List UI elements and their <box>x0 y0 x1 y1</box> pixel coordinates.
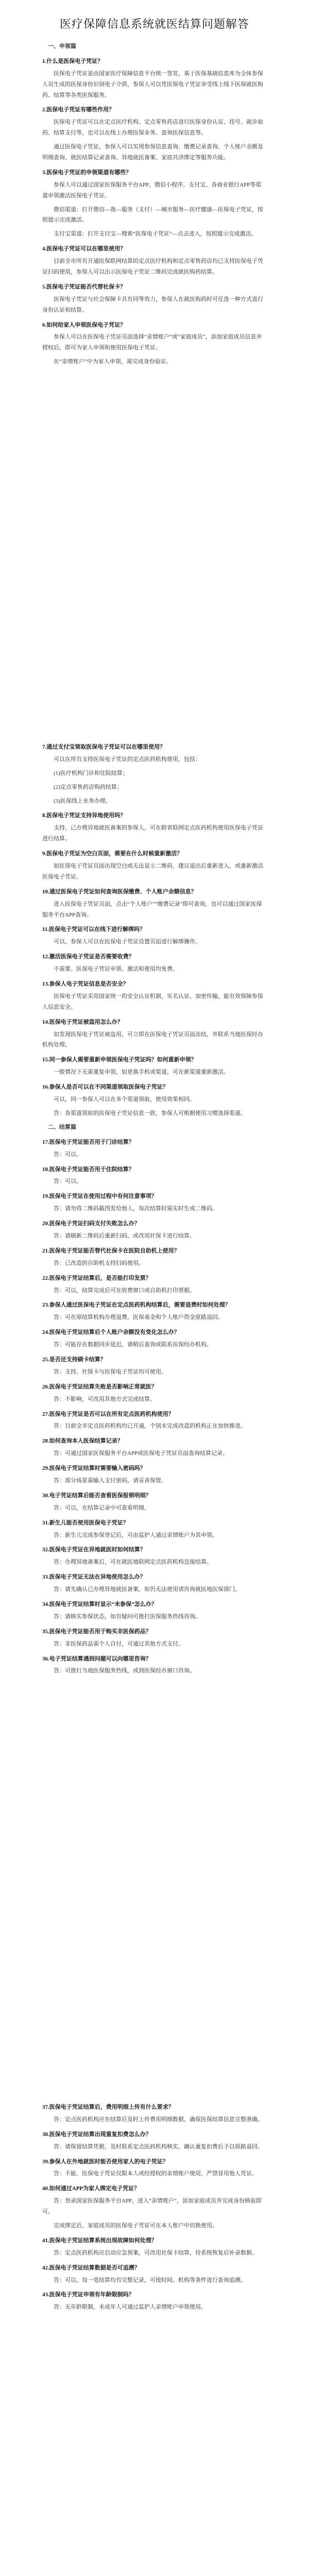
faq-question: 7.通过支付宝领取医保电子凭证可以在哪里使用？ <box>42 744 166 750</box>
faq-question: 37.医保电子凭证结算后，费用明细上传有什么要求？ <box>42 2104 174 2110</box>
faq-paragraph: (2)定点零售药店购药结算； <box>54 784 123 790</box>
faq-paragraph: 支持。已办理异地就医备案的参保人，可在跨省联网定点医药机构使用医保电子凭证进行结算。 <box>42 825 263 842</box>
page-title: 医疗保障信息系统就医结算问题解答 <box>59 18 249 30</box>
faq-paragraph: 答：可能存在数据同步延迟，请稍后查询或联系医保经办机构。 <box>54 1342 212 1348</box>
faq-question: 40.如何通过APP为家人绑定电子凭证？ <box>42 2185 140 2192</box>
faq-paragraph: 答：可以。 <box>54 1178 82 1185</box>
faq-question: 8.医保电子凭证支持异地使用吗？ <box>42 812 126 819</box>
faq-paragraph: 如发现医保电子凭证被盗用，可立即在医保电子凭证页面冻结，并联系当地医保经办机构处理。 <box>42 1031 263 1048</box>
faq-question: 23.参保人通过医保电子凭证在定点医药机构结算后，需要退费时如何处理？ <box>42 1302 231 1309</box>
faq-question: 12.激活医保电子凭证是否需要收费？ <box>42 954 134 960</box>
faq-question: 32.医保电子凭证在异地就医时如何结算？ <box>42 1547 146 1553</box>
faq-paragraph: 答：可以，结算完成后可在收费窗口或自助机打印票据。 <box>54 1287 195 1294</box>
faq-paragraph: 答：非医保药品需个人自付，可通过其他方式支付。 <box>54 1640 184 1647</box>
faq-paragraph: 在“亲情账户”中为家人申领，需完成身份验证。 <box>54 359 172 365</box>
faq-paragraph: 支付宝渠道：打开支付宝—搜索“医保电子凭证”—点击进入，按照提示完成激活。 <box>54 231 257 238</box>
faq-paragraph: 进入医保电子凭证页面，点击“个人账户”“缴费记录”即可查询，也可以通过国家医保服务平台APP查询。 <box>42 901 262 918</box>
faq-paragraph: 答：新生儿完成参保登记后，可由监护人通过亲情账户为其申领。 <box>54 1532 218 1538</box>
faq-paragraph: 答：请勿将二维码截图发给他人，每次结算时需实时生成二维码。 <box>54 1206 218 1212</box>
faq-question: 35.医保电子凭证能否用于购买非医保药品？ <box>42 1628 151 1635</box>
faq-paragraph: 答：无年龄限制，未成年人可通过监护人亲情账户申领使用。 <box>54 2304 207 2311</box>
faq-paragraph: 答：请保留结算凭据，及时联系定点医药机构核实，确认重复扣费后予以原路退回。 <box>54 2143 263 2150</box>
faq-paragraph: 可以。参保人可以在医保电子凭证设置页面进行解绑操作。 <box>54 939 201 945</box>
section-heading: 一、申领篇 <box>48 43 76 49</box>
faq-question: 18.医保电子凭证能否用于住院结算？ <box>42 1166 134 1173</box>
faq-paragraph: 参保人可以在医保电子凭证页面选择“亲情账户”或“家庭成员”，添加家庭成员信息并授权后，即可为家人申领和使用医保电子凭证。 <box>42 334 262 351</box>
faq-question: 15.同一参保人需要重新申领医保电子凭证吗？如何重新申领？ <box>42 1057 197 1063</box>
faq-question: 26.医保电子凭证结算失败是否影响正常就医？ <box>42 1383 157 1390</box>
faq-question: 14.医保电子凭证被盗用怎么办？ <box>42 1019 123 1025</box>
faq-question: 43.医保电子凭证申领有年龄限制吗？ <box>42 2292 134 2298</box>
faq-question: 39.参保人在外地就医时能否使用家人的电子凭证？ <box>42 2158 168 2165</box>
faq-question: 22.医保电子凭证结算后，是否能打印发票？ <box>42 1275 151 1281</box>
faq-question: 30.电子凭证结算后能否查看医保报销明细？ <box>42 1492 151 1499</box>
faq-paragraph: 医保电子凭证与社会保障卡具有同等效力，参保人在就医购药时可任选一种方式进行身份认证和结算。 <box>42 296 263 313</box>
faq-question: 2.医保电子凭证有哪些作用？ <box>42 107 115 113</box>
faq-question: 17.医保电子凭证能否用于门诊结算？ <box>42 1139 134 1145</box>
faq-question: 34.医保电子凭证结算时显示“未参保”怎么办？ <box>42 1601 157 1607</box>
faq-paragraph: 答：可以。每一笔结算均有完整记录，可按时间、机构等条件进行查询追溯。 <box>54 2277 246 2283</box>
faq-question: 20.医保电子凭证扫码支付失败怎么办？ <box>42 1221 140 1227</box>
faq-paragraph: 医保电子凭证采用国家统一的安全认证机制，实名认证、加密传输，能有效保障参保人信息安全。 <box>42 993 263 1010</box>
faq-paragraph: 答：不能。医保电子凭证仅限本人或经授权的亲情账户使用，严禁冒用他人凭证。 <box>54 2171 258 2177</box>
faq-paragraph: 答：支持。社保卡与医保电子凭证均可使用。 <box>54 1368 167 1375</box>
faq-question: 36.电子凭证结算遇到问题可以向哪里咨询？ <box>42 1655 151 1662</box>
faq-paragraph: 可以。同一参保人可以在多个渠道领取，使用效果相同。 <box>54 1096 195 1103</box>
faq-question: 31.新生儿能否使用医保电子凭证？ <box>42 1519 129 1526</box>
faq-paragraph: 医保电子凭证可以在定点医疗机构、定点零售药店进行医保身份认证、挂号、就诊取药、结算支付等，也可以在线上办理医保业务、查询医保信息等。 <box>42 119 263 137</box>
faq-question: 42.医保电子凭证结算数据是否可追溯？ <box>42 2264 140 2271</box>
faq-paragraph: 答：请先确认已办理异地就医备案，如仍无法使用请咨询就医地医保部门。 <box>54 1586 241 1593</box>
faq-paragraph: 一般情况下无需重复申领，如更换手机或渠道，可在新渠道重新激活。 <box>54 1069 229 1076</box>
faq-question: 24.医保电子凭证结算后个人账户余额没有变化怎么办？ <box>42 1329 180 1336</box>
faq-question: 4.医保电子凭证可以在哪里使用？ <box>42 246 126 252</box>
faq-question: 21.医保电子凭证能否替代社保卡在医院自助机上使用？ <box>42 1247 180 1254</box>
faq-question: 41.医保电子凭证结算系统出现故障如何处理？ <box>42 2237 157 2244</box>
faq-question: 10.通过医保电子凭证如何查询医保缴费、个人账户余额信息？ <box>42 888 197 895</box>
faq-paragraph: 答：不影响，可改用其他方式完成结算。 <box>54 1396 156 1402</box>
faq-paragraph: 答：请核实参保状态，如有疑问可拨打医保服务热线咨询。 <box>54 1613 201 1620</box>
faq-question: 6.如何给家人申领医保电子凭证？ <box>42 321 126 328</box>
section-heading: 二、结算篇 <box>48 1124 76 1130</box>
faq-paragraph: 答：已改造的自助机支持扫码使用。 <box>54 1260 144 1266</box>
faq-paragraph: 答：登录国家医保服务平台APP，进入“亲情账户”，添加家庭成员并完成身份核验即可。 <box>42 2198 262 2215</box>
faq-paragraph: 答：办理异地备案后，可在就医地联网定点医药机构直接结算。 <box>54 1559 212 1566</box>
faq-paragraph: 不需要。医保电子凭证申领、激活和使用均免费。 <box>54 966 178 973</box>
faq-question: 13.参保人电子凭证信息是否安全？ <box>42 981 129 988</box>
faq-paragraph: 答：可以，在结算记录中可查看明细。 <box>54 1504 150 1511</box>
faq-paragraph: 目前全市所有开通医保联网结算的定点医疗机构和定点零售药店均已支持医保电子凭证扫码使用，参保人可以出示医保电子凭证二维码完成就医购药结算。 <box>42 258 263 276</box>
faq-question: 5.医保电子凭证能否代替社保卡？ <box>42 283 126 290</box>
faq-section-settlement <box>42 738 267 1680</box>
faq-question: 25.是否还支持刷卡结算？ <box>42 1356 106 1363</box>
faq-paragraph: 答：部分场景需输入支付密码，请妥善保管。 <box>54 1477 167 1484</box>
faq-paragraph: 答：目前全市定点医药机构均已开通，个别未完成改造的机构正在加快推进。 <box>54 1423 246 1430</box>
faq-question: 38.医保电子凭证结算出现重复扣费怎么办？ <box>42 2131 151 2138</box>
faq-question: 9.医保电子凭证为空白页面，需要在什么时候重新激活？ <box>42 851 183 857</box>
faq-question: 1.什么是医保电子凭证？ <box>42 58 104 64</box>
faq-paragraph: 答：定点医药机构应在结算后及时上传费用明细数据，确保医保结算信息完整准确。 <box>54 2116 263 2123</box>
faq-section-application <box>42 38 267 370</box>
faq-section-supplement <box>42 2098 267 2316</box>
faq-question: 27.医保电子凭证是否可以在所有定点医药机构使用？ <box>42 1411 174 1417</box>
faq-paragraph: 参保人可以通过国家医保服务平台APP、微信小程序、支付宝、各商业银行APP等渠道申领激活医保电子凭证。 <box>42 181 262 199</box>
faq-paragraph: 可以在所有支持医保电子凭证的定点医药机构使用，包括： <box>54 756 201 762</box>
faq-paragraph: 答：可拨打当地医保服务热线，或到医保经办窗口咨询。 <box>54 1668 195 1674</box>
faq-question: 33.医保电子凭证无法在异地使用怎么办？ <box>42 1574 146 1581</box>
faq-paragraph: 完成绑定后，家庭成员的医保电子凭证可在本人账户中切换使用。 <box>54 2223 218 2229</box>
faq-question: 19.医保电子凭证在使用过程中有何注意事项？ <box>42 1193 157 1200</box>
faq-paragraph: (1)医疗机构门诊和住院结算； <box>54 770 128 776</box>
faq-paragraph: 答：可以。 <box>54 1151 82 1158</box>
faq-paragraph: (3)医保线上业务办理。 <box>54 798 111 804</box>
faq-question: 29.医保电子凭证结算时需要输入密码吗？ <box>42 1465 146 1472</box>
faq-paragraph: 答：可通过国家医保服务平台APP或医保电子凭证页面查询结算记录。 <box>54 1450 229 1457</box>
faq-paragraph: 医保电子凭证是由国家医疗保障信息平台统一签发，基于医保基础信息库为全体参保人员生成的医保身份识别电子介质，参保人可以凭医保电子凭证享受线上线下医保就医购药、结算等各类医保服务。 <box>42 70 263 98</box>
faq-paragraph: 答：请刷新二维码后重新扫码，或改用社保卡进行结算。 <box>54 1232 195 1239</box>
faq-paragraph: 如医保电子凭证页面出现空白或无法显示二维码，建议退出后重新进入，或重新激活医保电子凭证。 <box>42 863 263 880</box>
faq-question: 11.医保电子凭证可以在线下进行解绑吗？ <box>42 926 146 933</box>
faq-paragraph: 答：可在原结算机构办理退费，医保基金和个人账户资金原路退回。 <box>54 1314 224 1321</box>
faq-question: 3.医保电子凭证的申领渠道有哪些？ <box>42 169 132 176</box>
faq-question: 28.如何查询本人医保结算记录？ <box>42 1438 123 1445</box>
faq-paragraph: 通过医保电子凭证，参保人可以实现参保信息查询、缴费记录查询、个人账户余额及明细查询、就医结算记录查询、异地就医备案、家庭共济绑定等服务功能。 <box>42 144 263 161</box>
faq-paragraph: 微信渠道：打开微信—我—服务（支付）—城市服务—医疗健康—医保电子凭证，按照提示完成激活。 <box>42 206 263 224</box>
faq-paragraph: 答：各渠道领取的医保电子凭证信息一致，参保人可根据使用习惯选择渠道。 <box>54 1110 246 1116</box>
faq-paragraph: 答：定点医药机构应启动应急预案，可改用社保卡结算，待系统恢复后补录数据。 <box>54 2249 258 2256</box>
faq-question: 16.参保人是否可以在不同渠道领取医保电子凭证？ <box>42 1084 168 1091</box>
